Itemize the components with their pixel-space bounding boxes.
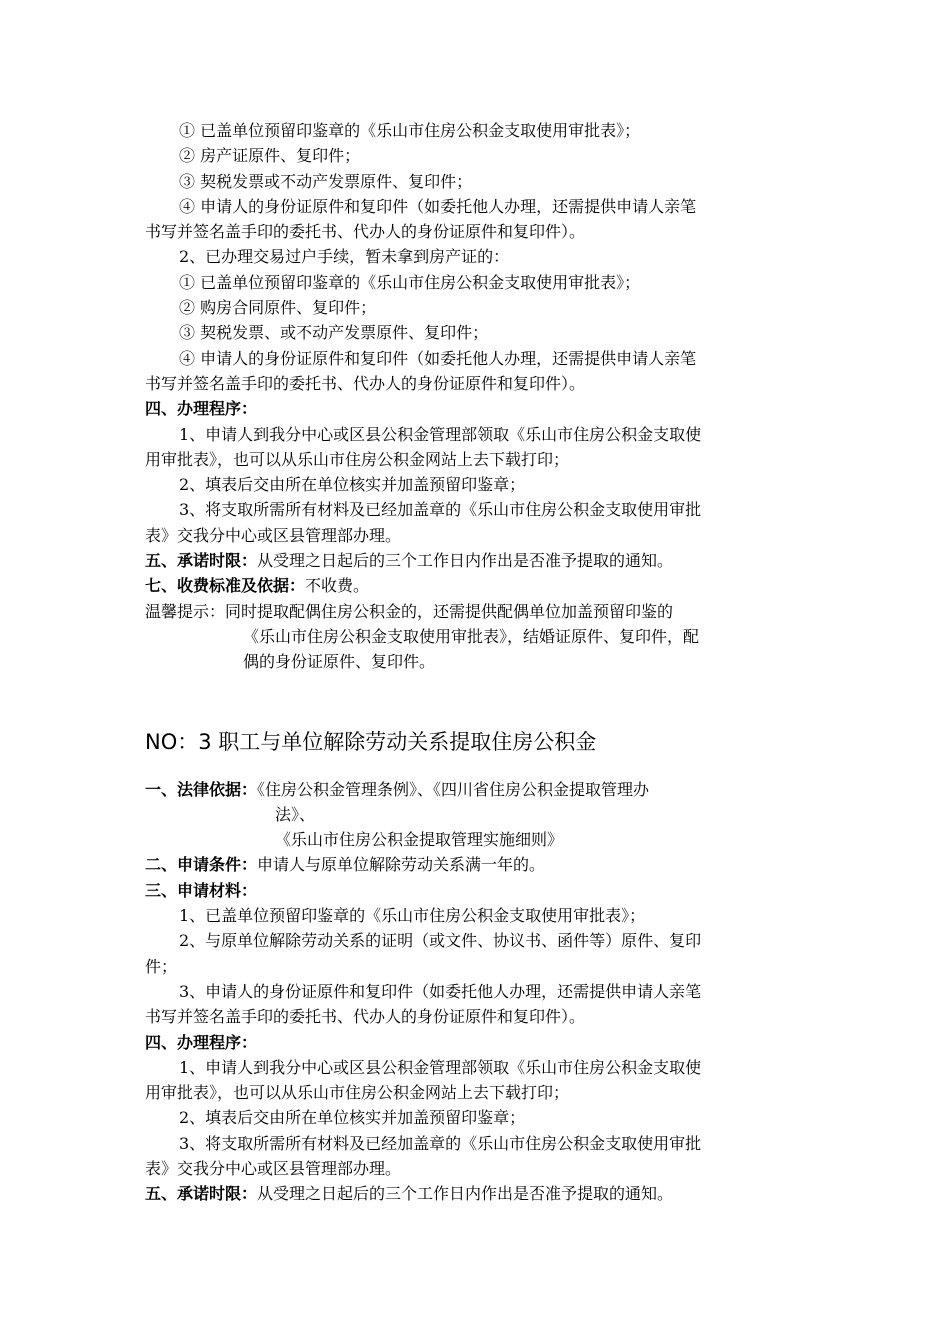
procedure-step: 1、申请人到我分中心或区县公积金管理部领取《乐山市住房公积金支取使	[179, 424, 702, 444]
section-text: 申请人与原单位解除劳动关系满一年的。	[257, 855, 546, 875]
condition-line	[145, 852, 810, 877]
material-item: ③ 契税发票、或不动产发票原件、复印件；	[179, 323, 489, 343]
material-item: ② 购房合同原件、复印件；	[179, 298, 377, 318]
document-page	[145, 118, 810, 1207]
material-item: 2、与原单位解除劳动关系的证明（或文件、协议书、函件等）原件、复印	[179, 931, 702, 951]
material-item: ③ 契税发票或不动产发票原件、复印件；	[179, 171, 473, 191]
material-item-cont: 书写并签名盖手印的委托书、代办人的身份证原件和复印件）。	[145, 373, 586, 393]
material-item: 1、已盖单位预留印鉴章的《乐山市住房公积金支取使用审批表》；	[179, 906, 646, 926]
time-limit-line	[145, 548, 810, 573]
tip-text-cont: 偶的身份证原件、复印件。	[243, 652, 436, 672]
case-heading: 2、已办理交易过户手续，暂未拿到房产证的：	[179, 247, 510, 267]
material-item: 3、申请人的身份证原件和复印件（如委托他人办理，还需提供申请人亲笔	[179, 981, 702, 1001]
material-item: ② 房产证原件、复印件；	[179, 146, 361, 166]
material-item-cont: 书写并签名盖手印的委托书、代办人的身份证原件和复印件）。	[145, 1007, 586, 1027]
tip-text: 同时提取配偶住房公积金的，还需提供配偶单位加盖预留印鉴的	[225, 601, 674, 621]
procedure-step-cont: 表》交我分中心或区县管理部办理。	[145, 1158, 402, 1178]
section-title: NO：3 职工与单位解除劳动关系提取住房公积金	[145, 729, 597, 754]
material-item: ① 已盖单位预留印鉴章的《乐山市住房公积金支取使用审批表》；	[179, 121, 641, 140]
section-text: 不收费。	[305, 576, 370, 596]
procedure-step: 3、将支取所需所有材料及已经加盖章的《乐山市住房公积金支取使用审批	[179, 500, 702, 520]
section-heading: 五、承诺时限：	[145, 1184, 258, 1204]
section-heading: 三、申请材料：	[145, 880, 258, 900]
material-item: ① 已盖单位预留印鉴章的《乐山市住房公积金支取使用审批表》；	[179, 272, 641, 292]
section-heading: 五、承诺时限：	[145, 551, 258, 571]
section-text: 从受理之日起后的三个工作日内作出是否准予提取的通知。	[257, 1184, 674, 1204]
procedure-step-cont: 用审批表》，也可以从乐山市住房公积金网站上去下载打印；	[145, 449, 570, 469]
section-heading: 四、办理程序：	[145, 399, 258, 419]
law-line	[145, 777, 810, 802]
section-text: 《住房公积金管理条例》、《四川省住房公积金提取管理办	[257, 779, 650, 799]
material-item: ④ 申请人的身份证原件和复印件（如委托他人办理，还需提供申请人亲笔	[179, 196, 697, 216]
procedure-step-cont: 表》交我分中心或区县管理部办理。	[145, 525, 402, 545]
section-text-cont: 《乐山市住房公积金提取管理实施细则》	[275, 830, 564, 850]
fee-line	[145, 573, 810, 598]
tip-line	[145, 599, 810, 624]
material-item-cont: 书写并签名盖手印的委托书、代办人的身份证原件和复印件）。	[145, 222, 586, 242]
tip-text-cont: 《乐山市住房公积金支取使用审批表》，结婚证原件、复印件，配	[243, 626, 700, 646]
section-text-cont: 法》、	[275, 804, 316, 824]
time-limit-line	[145, 1181, 810, 1206]
procedure-step-cont: 用审批表》，也可以从乐山市住房公积金网站上去下载打印；	[145, 1083, 570, 1103]
procedure-step: 3、将支取所需所有材料及已经加盖章的《乐山市住房公积金支取使用审批	[179, 1133, 702, 1153]
procedure-step: 1、申请人到我分中心或区县公积金管理部领取《乐山市住房公积金支取使	[179, 1057, 702, 1077]
procedure-step: 2、填表后交由所在单位核实并加盖预留印鉴章；	[179, 1108, 526, 1128]
section-heading: 二、申请条件：	[145, 855, 258, 875]
section-text: 从受理之日起后的三个工作日内作出是否准予提取的通知。	[257, 551, 674, 571]
procedure-step: 2、填表后交由所在单位核实并加盖预留印鉴章；	[179, 475, 526, 495]
section-heading: 七、收费标准及依据：	[145, 576, 306, 596]
tip-heading: 温馨提示：	[145, 601, 226, 621]
material-item-cont: 件；	[145, 956, 178, 976]
material-item: ④ 申请人的身份证原件和复印件（如委托他人办理，还需提供申请人亲笔	[179, 348, 697, 368]
section-heading: 一、法律依据：	[145, 779, 258, 799]
section-heading: 四、办理程序：	[145, 1032, 258, 1052]
